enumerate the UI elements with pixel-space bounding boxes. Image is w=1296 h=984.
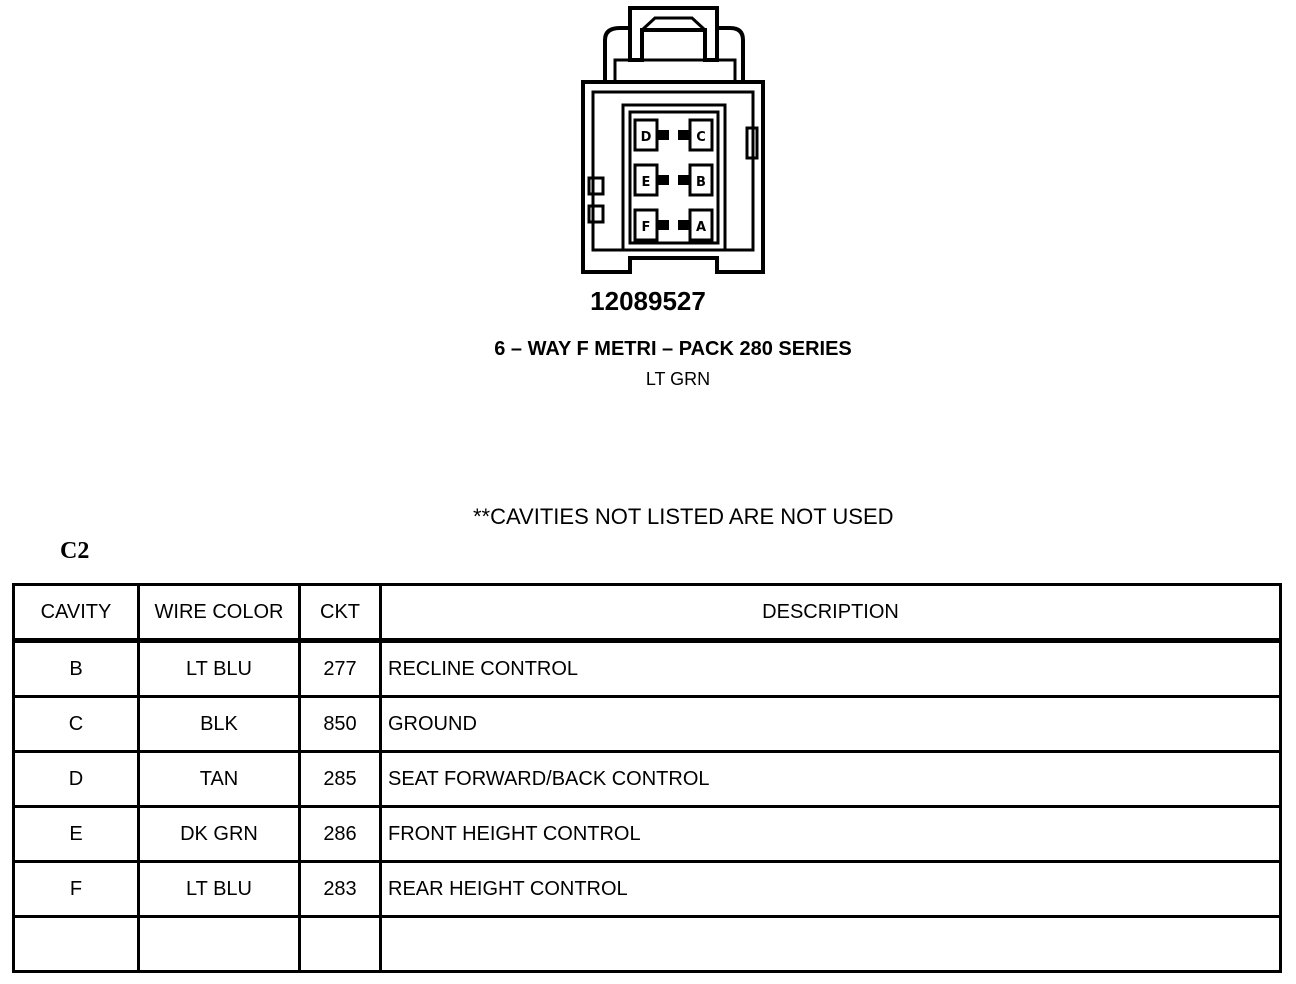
connector-name: 6 – WAY F METRI – PACK 280 SERIES [494, 338, 852, 360]
cavity-label-c: C [696, 130, 706, 145]
header-cavity: CAVITY [14, 585, 139, 641]
table-row [14, 641, 1281, 697]
cell-wire-color: TAN [139, 752, 300, 807]
cavity-label-f: F [641, 220, 651, 235]
header-wire-color: WIRE COLOR [139, 585, 300, 641]
table-header-row [14, 585, 1281, 641]
cell-cavity [14, 917, 139, 972]
cell-cavity: D [14, 752, 139, 807]
cavity-label-b: B [696, 175, 706, 190]
cell-ckt: 285 [300, 752, 381, 807]
cell-cavity: E [14, 807, 139, 862]
cell-description: SEAT FORWARD/BACK CONTROL [381, 752, 1281, 807]
cell-description [381, 917, 1281, 972]
cell-description: REAR HEIGHT CONTROL [381, 862, 1281, 917]
cell-wire-color: LT BLU [139, 862, 300, 917]
cell-ckt: 277 [300, 641, 381, 697]
table-row [14, 862, 1281, 917]
table-row [14, 752, 1281, 807]
connector-color: LT GRN [645, 369, 711, 389]
cell-ckt [300, 917, 381, 972]
cell-ckt: 850 [300, 697, 381, 752]
cell-wire-color: LT BLU [139, 641, 300, 697]
table-row-empty [14, 917, 1281, 972]
table-row [14, 697, 1281, 752]
cell-description: RECLINE CONTROL [381, 641, 1281, 697]
cell-description: FRONT HEIGHT CONTROL [381, 807, 1281, 862]
table-row [14, 807, 1281, 862]
cell-ckt: 286 [300, 807, 381, 862]
cavity-label-a: A [695, 220, 707, 235]
cavity-label-e: E [641, 175, 651, 190]
cell-description: GROUND [381, 697, 1281, 752]
connector-face-diagram [575, 0, 775, 280]
header-ckt: CKT [300, 585, 381, 641]
header-description: DESCRIPTION [381, 585, 1281, 641]
cell-cavity: B [14, 641, 139, 697]
cell-wire-color [139, 917, 300, 972]
connector-label: C2 [60, 538, 90, 564]
cell-cavity: C [14, 697, 139, 752]
pinout-table [12, 583, 1282, 973]
cell-wire-color: BLK [139, 697, 300, 752]
cell-wire-color: DK GRN [139, 807, 300, 862]
cell-cavity: F [14, 862, 139, 917]
part-number: 12089527 [590, 286, 706, 316]
cavity-label-d: D [640, 130, 652, 145]
cell-ckt: 283 [300, 862, 381, 917]
unused-cavities-note: **CAVITIES NOT LISTED ARE NOT USED [473, 504, 894, 529]
